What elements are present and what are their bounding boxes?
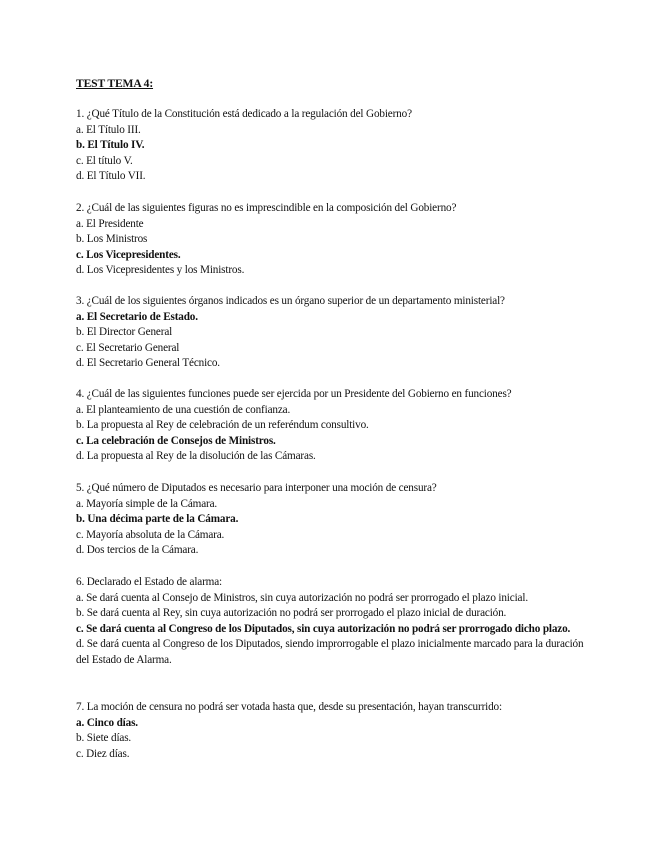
answer-option: b. Siete días. [76, 732, 132, 745]
question-text: 3. ¿Cuál de los siguientes órganos indicados es un órgano superior de un departamento ministerial? [76, 295, 505, 307]
question-block-2 [76, 201, 591, 279]
answer-option: b. Se dará cuenta al Rey, sin cuya autorización no podrá ser prorrogado el plazo inicial de duración. [76, 607, 507, 620]
question-text: 2. ¿Cuál de las siguientes figuras no es imprescindible en la composición del Gobierno? [76, 202, 457, 214]
question-text: 5. ¿Qué número de Diputados es necesario para interponer una moción de censura? [76, 482, 437, 494]
correct-answer-option: a. Cinco días. [76, 716, 138, 729]
answer-option: d. Los Vicepresidentes y los Ministros. [76, 264, 245, 277]
answer-option: a. El Título III. [76, 123, 141, 136]
question-block-7 [76, 700, 591, 762]
question-block-3 [76, 294, 591, 372]
answer-option: a. El Presidente [76, 217, 144, 230]
answer-option: d. Se dará cuenta al Congreso de los Diputados, siendo improrrogable el plazo inicialmente marcado para la duración del Estado de Alarma. [76, 638, 584, 666]
answer-option: d. El Título VII. [76, 170, 146, 183]
answer-option: b. Los Ministros [76, 233, 148, 246]
answer-option: c. Mayoría absoluta de la Cámara. [76, 528, 225, 541]
answer-option: c. Diez días. [76, 747, 130, 760]
correct-answer-option: b. Una décima parte de la Cámara. [76, 513, 239, 526]
answer-option: b. El Director General [76, 326, 173, 339]
answer-option: a. Se dará cuenta al Consejo de Ministros, sin cuya autorización no podrá ser prorrogado el plazo inicial. [76, 591, 528, 604]
question-block-5 [76, 481, 591, 559]
correct-answer-option: c. Los Vicepresidentes. [76, 248, 181, 261]
question-text: 4. ¿Cuál de las siguientes funciones puede ser ejercida por un Presidente del Gobierno en funciones? [76, 388, 512, 400]
answer-option: d. Dos tercios de la Cámara. [76, 544, 199, 557]
question-block-4 [76, 387, 591, 465]
answer-option: c. El título V. [76, 154, 133, 167]
answer-option: a. Mayoría simple de la Cámara. [76, 497, 218, 510]
correct-answer-option: b. El Título IV. [76, 139, 145, 152]
question-text: 7. La moción de censura no podrá ser votada hasta que, desde su presentación, hayan transcurrido: [76, 701, 502, 713]
question-block-1 [76, 107, 591, 185]
correct-answer-option: a. El Secretario de Estado. [76, 310, 198, 323]
answer-option: d. El Secretario General Técnico. [76, 357, 220, 370]
answer-option: c. El Secretario General [76, 341, 180, 354]
test-title: TEST TEMA 4: [76, 77, 154, 90]
correct-answer-option: c. La celebración de Consejos de Ministros. [76, 434, 276, 447]
question-text: 6. Declarado el Estado de alarma: [76, 576, 223, 588]
answer-option: b. La propuesta al Rey de celebración de un referéndum consultivo. [76, 419, 369, 432]
answer-option: d. La propuesta al Rey de la disolución de las Cámaras. [76, 450, 316, 463]
question-text: 1. ¿Qué Título de la Constitución está dedicado a la regulación del Gobierno? [76, 108, 412, 120]
correct-answer-option: c. Se dará cuenta al Congreso de los Diputados, sin cuya autorización no podrá ser prorrogado dicho plazo. [76, 622, 571, 635]
question-block-6 [76, 575, 591, 669]
answer-option: a. El planteamiento de una cuestión de confianza. [76, 403, 291, 416]
